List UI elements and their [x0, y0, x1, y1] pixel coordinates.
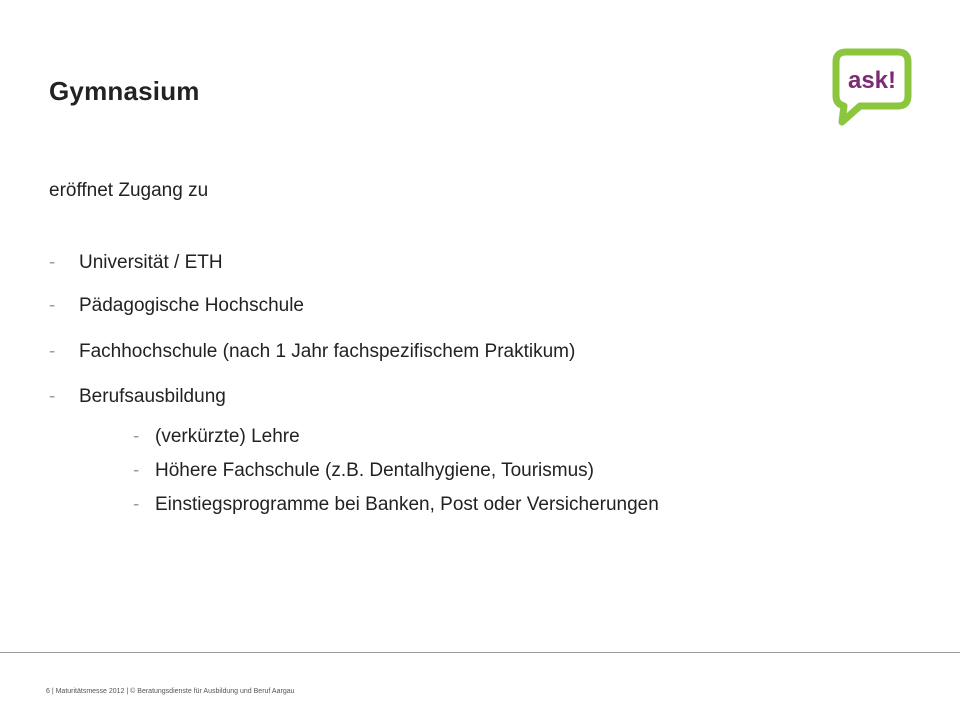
intro-text: eröffnet Zugang zu	[49, 180, 209, 201]
list-item	[49, 252, 223, 274]
sub-list-item	[133, 426, 300, 448]
list-item-text: Berufsausbildung	[79, 386, 226, 407]
footer-divider	[0, 652, 960, 653]
bullet-dash: -	[49, 386, 56, 407]
bullet-dash: -	[49, 341, 56, 362]
list-item-text: Einstiegsprogramme bei Banken, Post oder Versicherungen	[155, 494, 659, 515]
ask-logo	[832, 46, 912, 128]
list-item-text: Höhere Fachschule (z.B. Dentalhygiene, Tourismus)	[155, 460, 594, 481]
bullet-dash: -	[133, 494, 140, 515]
footer-text: 6 | Maturitätsmesse 2012 | © Beratungsdienste für Ausbildung und Beruf Aargau	[46, 688, 295, 695]
list-item	[49, 341, 575, 363]
logo-text: ask!	[847, 67, 897, 94]
list-item	[49, 295, 304, 317]
bullet-dash: -	[133, 426, 140, 447]
bullet-dash: -	[49, 252, 56, 273]
list-item-text: Pädagogische Hochschule	[79, 295, 304, 316]
bullet-dash: -	[133, 460, 140, 481]
list-item	[49, 386, 226, 408]
sub-list-item	[133, 460, 594, 482]
slide-title: Gymnasium	[49, 76, 200, 106]
sub-list-item	[133, 494, 659, 516]
list-item-text: Universität / ETH	[79, 252, 223, 273]
bullet-dash: -	[49, 295, 56, 316]
list-item-text: (verkürzte) Lehre	[155, 426, 300, 447]
list-item-text: Fachhochschule (nach 1 Jahr fachspezifischem Praktikum)	[79, 341, 576, 362]
